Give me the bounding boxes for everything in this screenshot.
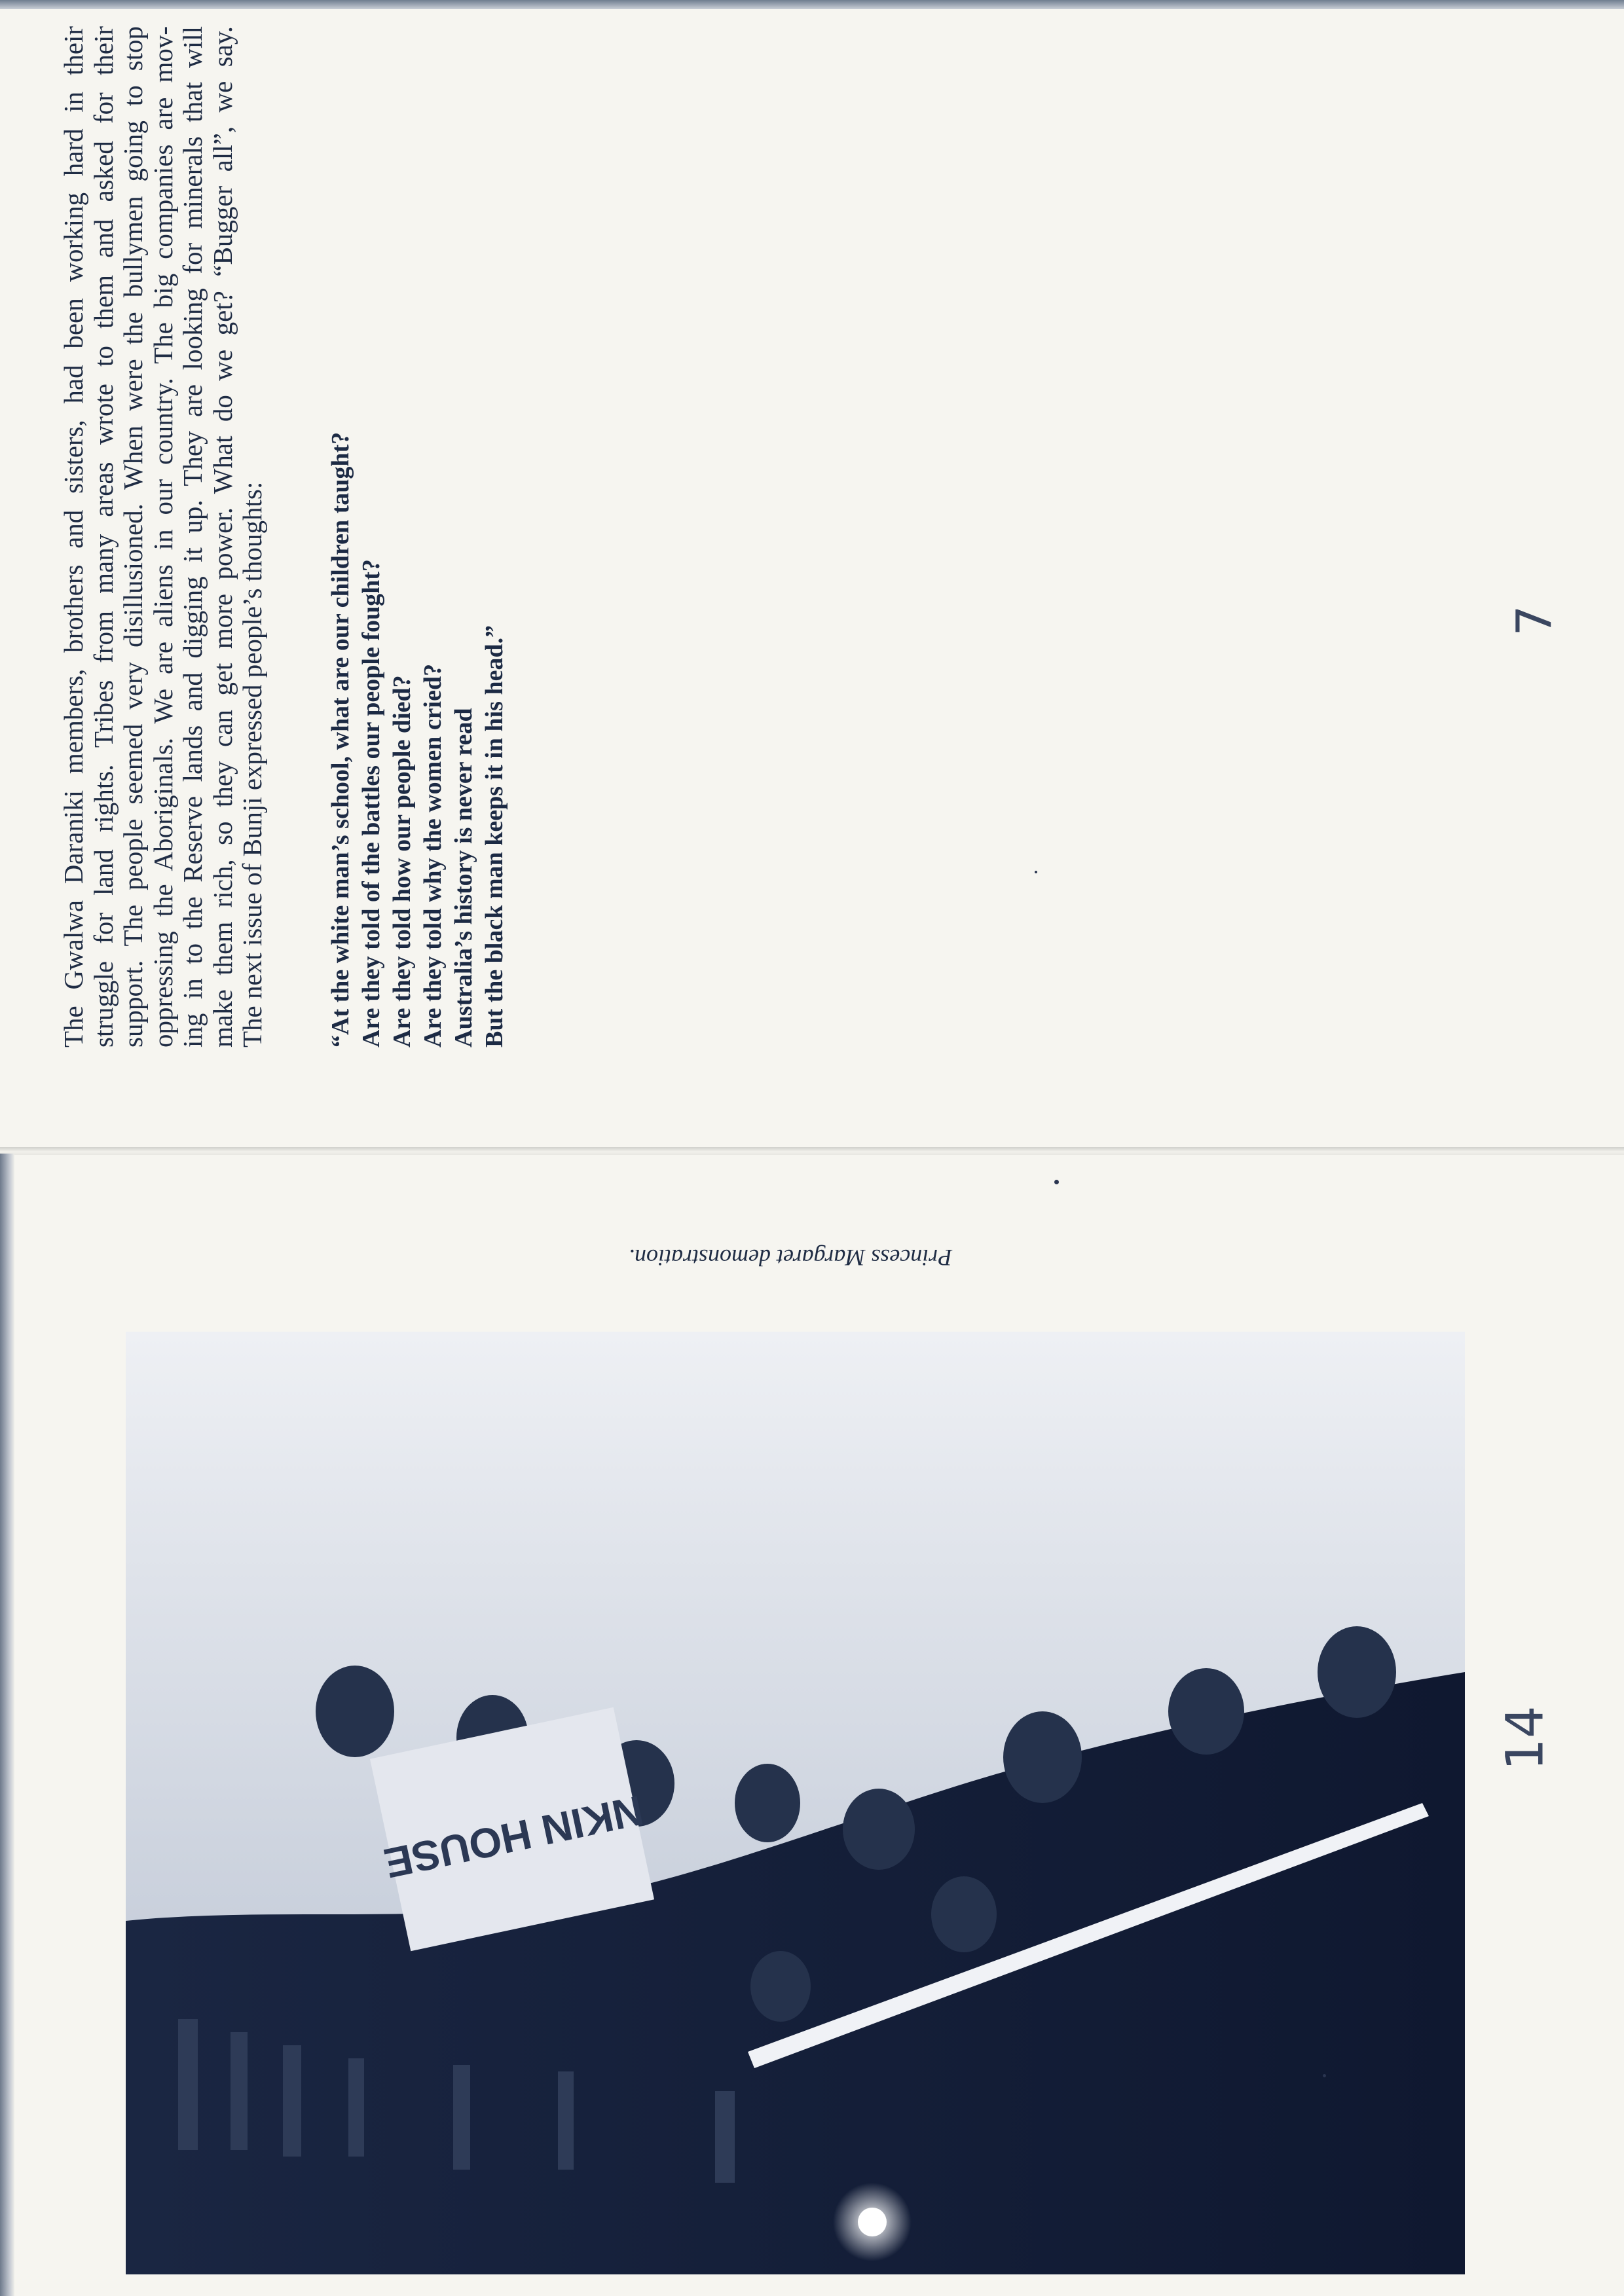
paragraph-line: make them rich, so they can get more power. What do we get? “Bugger all”, we say. [207,26,238,1048]
rotated-text-block [59,26,596,1048]
poem-line: Are they told why the women cried? [418,663,447,1048]
demonstration-photo [126,1332,1465,2274]
paragraph-line: support. The people seemed very disillusioned. When were the bullymen going to stop [118,26,148,1048]
paragraph-line: oppressing the Aboriginals. We are aliens in our country. The big companies are mov- [147,26,178,1048]
paragraph-line: The Gwalwa Daraniki members, brothers and sisters, had been working hard in their [58,26,88,1048]
body-paragraph [59,26,268,1048]
scan-left-edge [0,1154,14,2296]
street-lamp [858,2208,887,2236]
poem-line: Australia’s history is never read [449,708,477,1048]
poem-line: Are they told of the battles our people fought? [357,559,385,1048]
poem-line: “At the white man’s school, what are our children taught? [326,431,354,1048]
paragraph-line: The next issue of Bunji expressed people’s thoughts: [237,481,267,1048]
page-fold-line [0,1147,1624,1155]
sign-text: NKIN HOUSE [380,1786,648,1887]
upper-page [0,0,1624,1146]
handwritten-page-number: 7 [1506,605,1563,636]
photo-illustration [126,1332,1465,2274]
poem-quote [325,26,510,1048]
photo-caption: Princess Margaret demonstration. [629,1245,953,1271]
handwritten-page-number: 14 [1496,1705,1555,1771]
scan-speck [1035,871,1037,873]
poem-line: But the black man keeps it in his head.” [480,625,508,1048]
poem-line: Are they told how our people died? [388,675,416,1048]
paragraph-line: struggle for land rights. Tribes from many areas wrote to them and asked for their [88,26,119,1048]
scan-speck [1054,1180,1059,1184]
paragraph-line: ing in to the Reserve lands and digging it up. They are looking for minerals that will [177,26,208,1048]
scan-speck [1323,2074,1326,2077]
